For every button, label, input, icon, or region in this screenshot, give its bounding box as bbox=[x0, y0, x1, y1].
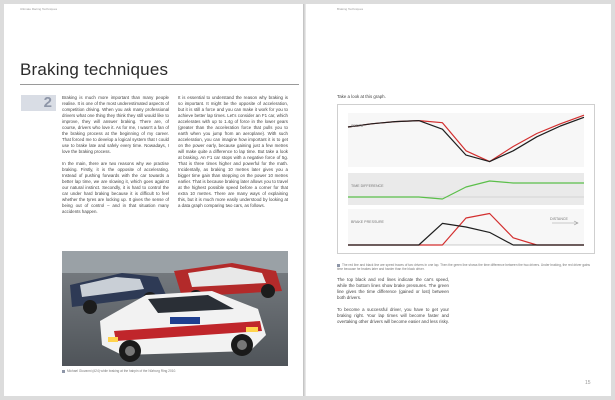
chapter-number: 2 bbox=[43, 94, 52, 111]
paragraph: The top black and red lines indicate the car's speed, while the bottom lines show brake pressures. The green line gives the time difference (gained or lost) between both drivers. bbox=[337, 277, 449, 300]
paragraph: It is essential to understand the reason why braking is so important. It might be the opposite of acceleration, but it is still a force and you can make it work for you to achieve better lap times. Let's consider an F1 car, which accelerates with up to 1.4g of force in the lower gears (greater than the acceleration force that pulls you to earth when you jump from an aeroplane). With such acceleration, you can imagine how important it is to get on the power early, because gaining just a few metres will make quite a difference to lap time. But take a look at braking. An F1 car stops with a negative force of 5g. That is three times higher and powerful for the math. Incidentally, as braking 10 metres later gives you a bigger time gain than stepping on the power 10 metres earlier. That is because braking later allows you to travel at the highest possible speed before a corner for that extra 10 metres. There are many ways of explaining this, but it is much more easily understood by looking at a data graph comparing two cars, as follows. bbox=[178, 95, 288, 208]
caption-marker-icon bbox=[62, 370, 65, 373]
left-running-head: Ultimate Racing Techniques bbox=[20, 7, 58, 11]
body-column-1 bbox=[62, 95, 169, 221]
paragraph: Braking is much more important than many people realise. It is one of the most underestimated aspects of competition driving. When you ask many professional drivers what one thing they think they still would like to improve, they will answer braking. There are, of course, drivers who love it. As for me, I wasn't a fan of the braking process at the beginning of my career. That forced me to develop a logical system that I could use to brake late and safely every time. Nowadays, I love the braking process. bbox=[62, 95, 169, 154]
paragraph: To become a successful driver, you have to get your braking right. Your lap times will become faster and overtaking other drivers will become easier and less risky. bbox=[337, 307, 449, 324]
page-number: 15 bbox=[585, 380, 591, 386]
right-body-column bbox=[337, 277, 449, 331]
data-graph bbox=[337, 104, 595, 254]
chapter-number-box bbox=[21, 95, 56, 111]
time-difference-label: TIME DIFFERENCE bbox=[351, 184, 384, 188]
speed-label: SPEED bbox=[351, 124, 364, 128]
chart-intro: Take a look at this graph. bbox=[337, 94, 386, 99]
race-cars-illustration bbox=[62, 251, 288, 366]
body-column-2 bbox=[178, 95, 288, 215]
page-title: Braking techniques bbox=[20, 60, 169, 79]
speed-panel-bg bbox=[348, 113, 584, 167]
race-cars-photo bbox=[62, 251, 288, 366]
distance-label: DISTANCE bbox=[550, 217, 568, 221]
right-running-head: Braking Techniques bbox=[337, 7, 364, 11]
time-panel-bg bbox=[348, 173, 584, 205]
brake-pressure-label: BRAKE PRESSURE bbox=[351, 220, 384, 224]
photo-caption: Michael Giovanni (#24) while braking at the hairpin of the Nürburg Ring 2010. bbox=[62, 369, 288, 373]
chart-svg bbox=[338, 105, 594, 253]
chart-caption: The red line and black line are speed traces of two drivers in one lap. Then the green line shows the time difference between the two drivers. Under braking, the red driver gains time because he brakes later and harder than the black driver. bbox=[337, 263, 590, 271]
title-rule bbox=[20, 84, 299, 85]
paragraph: In the main, there are two reasons why we practise braking. Firstly, it is the opposite of accelerating. Instead of pushing forwards with the car towards a better lap time, we are slowing it, which goes against our natural instinct. Secondly, it is hard to control the car under hard braking because it is difficult to feel whether the tyres are locking up. It gives the sense of being out of control – and in that situation many accidents happen. bbox=[62, 161, 169, 214]
